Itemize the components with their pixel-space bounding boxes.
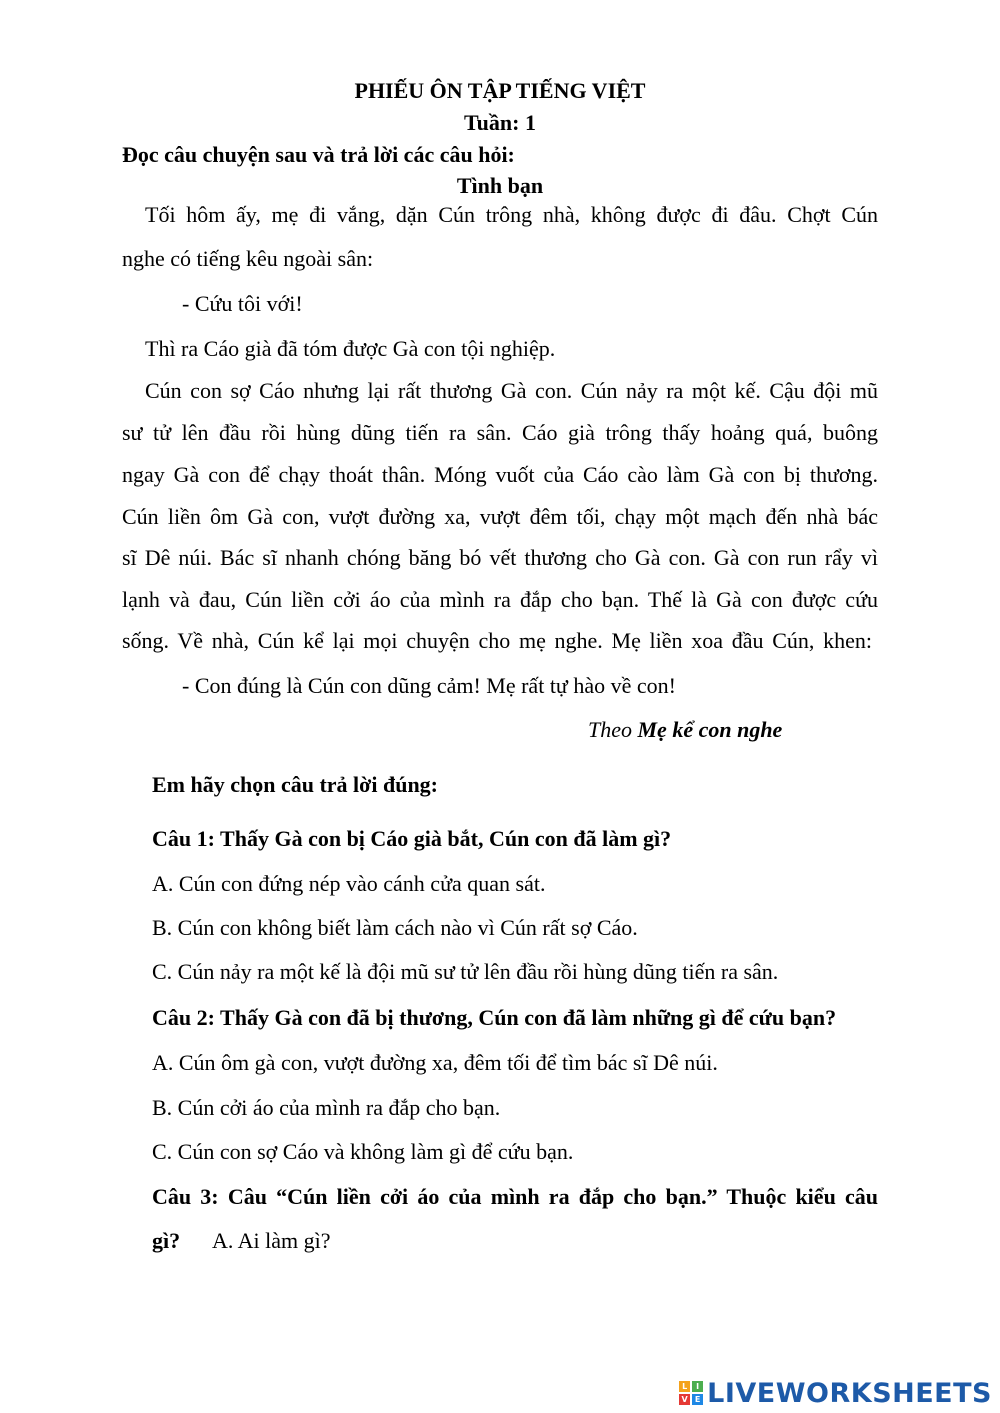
answer-option-a[interactable]: A. Cún ôm gà con, vượt đường xa, đêm tối để tìm bác sĩ Dê núi. (152, 1050, 718, 1075)
answer-option-c[interactable]: C. Cún con sợ Cáo và không làm gì để cứu bạn. (152, 1139, 574, 1164)
answer-option-c[interactable]: C. Cún nảy ra một kế là đội mũ sư tử lên đầu rồi hùng dũng tiến ra sân. (152, 959, 779, 984)
question-text: Câu 2: Thấy Gà con đã bị thương, Cún con đã làm những gì để cứu bạn? (152, 1005, 837, 1030)
logo-block: L (679, 1381, 690, 1392)
source-prefix: Theo (588, 717, 632, 742)
logo-blocks-icon (679, 1381, 703, 1405)
story-line: lạnh và đau, Cún liền cởi áo của mình ra đắp cho bạn. Thế là Gà con được cứu (122, 587, 878, 612)
logo-text: LIVEWORKSHEETS (707, 1377, 992, 1409)
dialog-line: - Con đúng là Cún con dũng cảm! Mẹ rất tự hào về con! (182, 673, 676, 698)
worksheet-title: PHIẾU ÔN TẬP TIẾNG VIỆT (354, 78, 646, 103)
question-text-continued: gì? (152, 1228, 181, 1253)
liveworksheets-logo (679, 1376, 992, 1410)
story-line: sư tử lên đầu rồi hùng dũng tiến ra sân. Cáo già trông thấy hoảng quá, buông (122, 420, 878, 445)
dialog-line: - Cứu tôi với! (182, 291, 303, 316)
story-line: sĩ Dê núi. Bác sĩ nhanh chóng băng bó vết thương cho Gà con. Gà con run rẩy vì (122, 545, 878, 570)
story-line: Cún liền ôm Gà con, vượt đường xa, vượt đêm tối, chạy một mạch đến nhà bác (122, 504, 878, 529)
reading-instruction: Đọc câu chuyện sau và trả lời các câu hỏi: (122, 142, 515, 167)
story-line: Cún con sợ Cáo nhưng lại rất thương Gà con. Cún nảy ra một kế. Cậu đội mũ (145, 378, 878, 403)
logo-block: I (692, 1381, 703, 1392)
logo-block: E (692, 1394, 703, 1405)
story-line: sống. Về nhà, Cún kể lại mọi chuyện cho mẹ nghe. Mẹ liền xoa đầu Cún, khen: (122, 628, 872, 653)
story-line: ngay Gà con để chạy thoát thân. Móng vuốt của Cáo cào làm Gà con bị thương. (122, 462, 878, 487)
story-title: Tình bạn (456, 173, 544, 198)
week-label: Tuần: 1 (464, 110, 536, 135)
answer-option-b[interactable]: B. Cún cởi áo của mình ra đắp cho bạn. (152, 1095, 501, 1120)
question-text: Câu 1: Thấy Gà con bị Cáo già bắt, Cún con đã làm gì? (152, 826, 672, 851)
quiz-prompt: Em hãy chọn câu trả lời đúng: (152, 772, 438, 797)
answer-option-a[interactable]: A. Cún con đứng nép vào cánh cửa quan sát. (152, 871, 546, 896)
story-line: nghe có tiếng kêu ngoài sân: (122, 246, 374, 271)
source-title: Mẹ kể con nghe (637, 717, 783, 742)
answer-option-a[interactable]: A. Ai làm gì? (212, 1228, 331, 1253)
logo-block: V (679, 1394, 690, 1405)
answer-option-b[interactable]: B. Cún con không biết làm cách nào vì Cún rất sợ Cáo. (152, 915, 638, 940)
story-line: Thì ra Cáo già đã tóm được Gà con tội nghiệp. (145, 336, 556, 361)
question-text: Câu 3: Câu “Cún liền cởi áo của mình ra đắp cho bạn.” Thuộc kiểu câu (152, 1184, 878, 1209)
story-line: Tối hôm ấy, mẹ đi vắng, dặn Cún trông nhà, không được đi đâu. Chợt Cún (145, 202, 878, 227)
story-source (588, 717, 782, 743)
